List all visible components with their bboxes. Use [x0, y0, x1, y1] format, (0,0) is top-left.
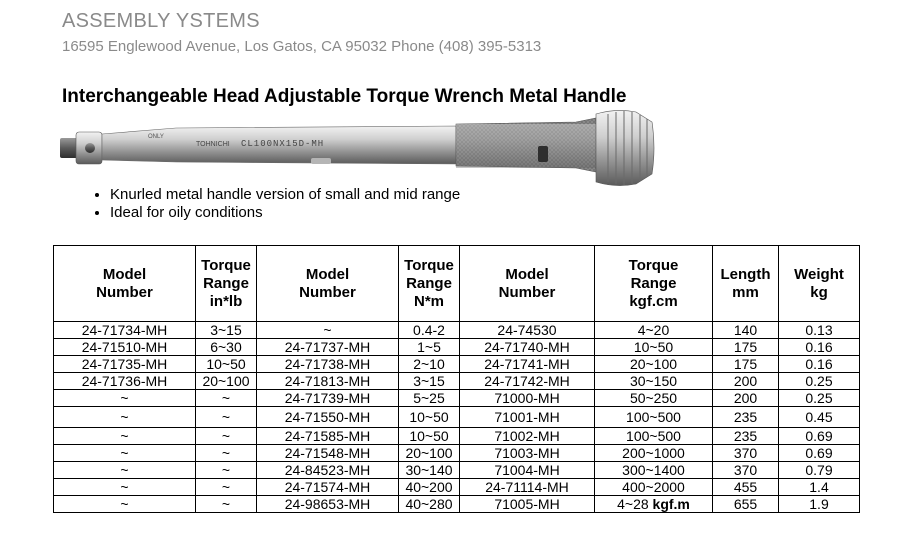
cell-value: 2~10: [413, 356, 445, 372]
table-cell: [460, 356, 595, 373]
table-cell: [257, 428, 399, 445]
column-header: Torque Range in*lb: [196, 246, 257, 322]
cell-value: 455: [733, 479, 758, 495]
cell-value: ~: [120, 479, 129, 495]
table-cell: [399, 445, 460, 462]
table-cell: [54, 479, 196, 496]
cell-value: ~: [221, 479, 231, 495]
cell-value: 200: [733, 373, 758, 389]
table-cell: [713, 496, 779, 513]
table-cell: [460, 373, 595, 390]
table-cell: [779, 428, 860, 445]
table-cell: [460, 445, 595, 462]
table-cell: [54, 445, 196, 462]
cell-value: 20~100: [405, 445, 453, 461]
cell-value: 24-71813-MH: [284, 373, 371, 389]
cell-value: 30~140: [405, 462, 453, 478]
cell-value: 24-71510-MH: [81, 339, 168, 355]
cell-value: 24-74530: [497, 322, 557, 338]
cell-value: 0.4-2: [413, 322, 445, 338]
cell-value: 175: [733, 339, 758, 355]
cell-value: 300~1400: [622, 462, 685, 478]
spec-table-header: [54, 246, 860, 322]
cell-value: 24-98653-MH: [284, 496, 371, 512]
table-cell: [460, 407, 595, 428]
table-cell: [595, 428, 713, 445]
cell-value: 235: [733, 409, 758, 425]
cell-value: ~: [323, 322, 332, 338]
table-cell: [257, 373, 399, 390]
table-cell: [196, 322, 257, 339]
table-cell: [399, 339, 460, 356]
feature-item: • Ideal for oily conditions: [110, 204, 460, 222]
cell-value: 0.69: [805, 428, 833, 444]
table-cell: [779, 373, 860, 390]
table-cell: [595, 322, 713, 339]
cell-value: 10~50: [409, 409, 449, 425]
table-cell: [399, 322, 460, 339]
table-row: [54, 479, 860, 496]
table-cell: [460, 390, 595, 407]
cell-value: 5~25: [413, 390, 445, 406]
cell-value: ~: [221, 462, 231, 478]
cell-value: 370: [733, 445, 758, 461]
cell-value: 0.16: [805, 356, 833, 372]
cell-value: 30~150: [629, 373, 678, 389]
product-title: Interchangeable Head Adjustable Torque Wrench Metal Handle: [62, 86, 627, 107]
column-header: Model Number: [257, 246, 399, 322]
cell-value: 24-84523-MH: [284, 462, 371, 478]
table-cell: [595, 339, 713, 356]
cell-value: 0.69: [805, 445, 833, 461]
table-cell: [713, 322, 779, 339]
cell-value: 24-71585-MH: [284, 428, 371, 444]
table-cell: [779, 479, 860, 496]
table-cell: [460, 339, 595, 356]
table-cell: [196, 428, 257, 445]
table-cell: [196, 373, 257, 390]
cell-value: 370: [733, 462, 758, 478]
cell-value: 235: [733, 428, 758, 444]
table-row: [54, 339, 860, 356]
cell-value: 24-71114-MH: [485, 479, 569, 495]
table-cell: [595, 445, 713, 462]
cell-value: 3~15: [210, 322, 242, 338]
table-cell: [257, 339, 399, 356]
table-cell: [54, 339, 196, 356]
cell-value: 0.16: [805, 339, 833, 355]
cell-value: ~: [221, 445, 231, 461]
table-cell: [54, 496, 196, 513]
table-row: [54, 462, 860, 479]
table-cell: [257, 496, 399, 513]
table-cell: [257, 445, 399, 462]
table-cell: [713, 373, 779, 390]
table-row: [54, 373, 860, 390]
column-header: Weight kg: [779, 246, 860, 322]
wrench-brand-label: TOHNICHI: [196, 141, 230, 148]
feature-item: • Knurled metal handle version of small and mid range: [110, 186, 460, 204]
cell-value: 71000-MH: [494, 390, 560, 406]
cell-value: 4~28: [617, 496, 649, 512]
table-cell: [399, 479, 460, 496]
cell-value: 40~280: [405, 496, 453, 512]
torque-wrench-image: [56, 108, 656, 188]
table-cell: [54, 322, 196, 339]
table-cell: [196, 356, 257, 373]
table-cell: [779, 407, 860, 428]
cell-value: 71005-MH: [494, 496, 560, 512]
cell-value: 24-71736-MH: [81, 373, 168, 389]
table-cell: [779, 390, 860, 407]
table-cell: [257, 479, 399, 496]
cell-value: 24-71737-MH: [284, 339, 371, 355]
table-cell: [196, 445, 257, 462]
column-header: Torque Range N*m: [399, 246, 460, 322]
cell-value: 10~50: [409, 428, 449, 444]
table-cell: [595, 373, 713, 390]
wrench-tag-label: ONLY: [148, 134, 164, 140]
cell-value: 6~30: [210, 339, 242, 355]
table-row: [54, 496, 860, 513]
cell-value: ~: [221, 409, 231, 425]
cell-value: 40~200: [405, 479, 453, 495]
table-cell: [713, 356, 779, 373]
cell-value: 24-71740-MH: [484, 339, 570, 355]
table-cell: [779, 322, 860, 339]
table-cell: [399, 428, 460, 445]
cell-value: 24-71738-MH: [284, 356, 371, 372]
table-cell: [595, 462, 713, 479]
table-cell: [460, 462, 595, 479]
cell-value: ~: [120, 462, 129, 478]
table-cell: [54, 462, 196, 479]
table-cell: [257, 462, 399, 479]
cell-value: 71004-MH: [494, 462, 560, 478]
cell-value: 3~15: [413, 373, 445, 389]
table-cell: [54, 407, 196, 428]
table-cell: [257, 322, 399, 339]
cell-value: 24-71550-MH: [284, 409, 371, 425]
column-header: Model Number: [54, 246, 196, 322]
table-cell: [713, 445, 779, 462]
table-cell: [399, 462, 460, 479]
table-cell: [399, 390, 460, 407]
table-row: [54, 322, 860, 339]
cell-value: ~: [221, 496, 231, 512]
table-row: [54, 407, 860, 428]
table-cell: [54, 390, 196, 407]
spec-table: [53, 245, 860, 513]
table-row: [54, 356, 860, 373]
table-cell: [196, 479, 257, 496]
cell-value: 10~50: [633, 339, 674, 355]
cell-value: 24-71741-MH: [484, 356, 570, 372]
table-cell: [595, 407, 713, 428]
table-cell: [54, 356, 196, 373]
cell-value: 100~500: [626, 428, 681, 444]
cell-value: 140: [733, 322, 758, 338]
cell-value: 1.4: [809, 479, 829, 495]
table-cell: [779, 445, 860, 462]
table-cell: [595, 479, 713, 496]
table-cell: [257, 356, 399, 373]
table-cell: [460, 496, 595, 513]
table-row: [54, 445, 860, 462]
table-cell: [257, 407, 399, 428]
cell-value: ~: [120, 445, 129, 461]
table-cell: [460, 479, 595, 496]
table-cell: [779, 339, 860, 356]
cell-value: 24-71574-MH: [284, 479, 371, 495]
cell-value: 24-71742-MH: [484, 373, 570, 389]
table-cell: [713, 428, 779, 445]
table-cell: [54, 373, 196, 390]
table-cell: [779, 496, 860, 513]
cell-value: 24-71548-MH: [284, 445, 371, 461]
cell-value: 24-71734-MH: [81, 322, 168, 338]
cell-value: 175: [733, 356, 758, 372]
table-cell: [713, 462, 779, 479]
table-row: [54, 390, 860, 407]
cell-value: ~: [120, 428, 129, 444]
table-cell: [595, 356, 713, 373]
cell-value: 20~100: [629, 356, 678, 372]
cell-value: 71003-MH: [494, 445, 560, 461]
table-cell: [196, 390, 257, 407]
table-cell: [595, 496, 713, 513]
table-cell: [779, 462, 860, 479]
cell-value: ~: [120, 390, 129, 406]
cell-value: 0.25: [805, 390, 833, 406]
table-cell: [460, 428, 595, 445]
table-cell: [196, 407, 257, 428]
table-cell: [257, 390, 399, 407]
column-header: Model Number: [460, 246, 595, 322]
cell-value: 400~2000: [622, 479, 685, 495]
column-header: Torque Range kgf.cm: [595, 246, 713, 322]
cell-value: 1.9: [809, 496, 829, 512]
cell-value: 100~500: [626, 409, 681, 425]
cell-value: 1~5: [417, 339, 441, 355]
table-row: [54, 428, 860, 445]
table-cell: [713, 479, 779, 496]
cell-value: ~: [120, 496, 129, 512]
table-cell: [196, 462, 257, 479]
cell-value: 24-71735-MH: [81, 356, 168, 372]
column-header: Length mm: [713, 246, 779, 322]
table-cell: [595, 390, 713, 407]
table-cell: [196, 339, 257, 356]
table-cell: [399, 373, 460, 390]
table-cell: [399, 496, 460, 513]
cell-value: ~: [221, 428, 231, 444]
table-cell: [460, 322, 595, 339]
company-name: ASSEMBLY YSTEMS: [62, 10, 260, 32]
cell-value: 71002-MH: [494, 428, 560, 444]
cell-value: 10~50: [206, 356, 246, 372]
unit-suffix: kgf.m: [652, 496, 690, 512]
table-cell: [713, 390, 779, 407]
company-address: 16595 Englewood Avenue, Los Gatos, CA 95032 Phone (408) 395-5313: [62, 38, 542, 55]
cell-value: 0.45: [805, 409, 833, 425]
table-cell: [54, 428, 196, 445]
cell-value: 0.25: [805, 373, 833, 389]
cell-value: 200: [733, 390, 758, 406]
cell-value: 24-71739-MH: [284, 390, 371, 406]
cell-value: 50~250: [629, 390, 678, 406]
table-cell: [713, 407, 779, 428]
cell-value: 71001-MH: [494, 409, 560, 425]
cell-value: 0.79: [805, 462, 833, 478]
cell-value: 200~1000: [622, 445, 685, 461]
wrench-model-label: CL100NX15D-MH: [241, 139, 325, 149]
table-cell: [399, 356, 460, 373]
cell-value: 0.13: [805, 322, 833, 338]
table-cell: [779, 356, 860, 373]
table-cell: [399, 407, 460, 428]
table-cell: [196, 496, 257, 513]
cell-value: ~: [221, 390, 231, 406]
cell-value: 20~100: [202, 373, 250, 389]
cell-value: ~: [120, 409, 129, 425]
cell-value: 4~20: [637, 322, 670, 338]
table-cell: [713, 339, 779, 356]
cell-value: 655: [733, 496, 758, 512]
feature-list: [90, 186, 460, 222]
